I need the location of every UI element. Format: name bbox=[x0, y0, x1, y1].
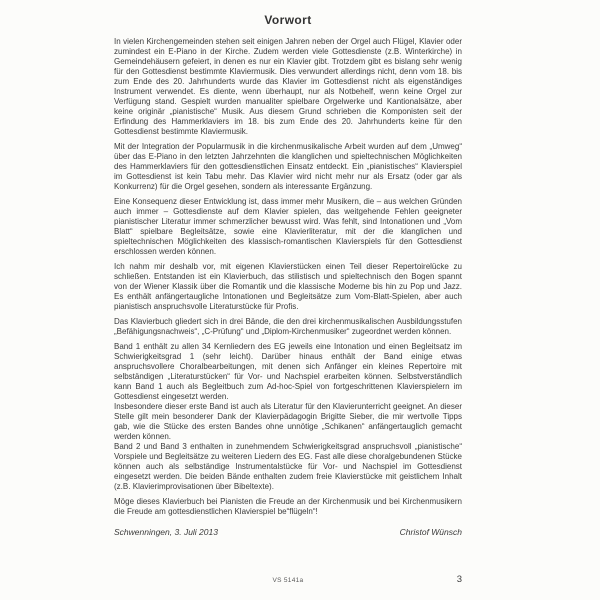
paragraph-klavierunterricht: Insbesondere dieser erste Band ist auch als Literatur für den Klavierunterricht geeignet. An dieser Stelle gilt mein besonderer Dank der Klavierpädagogin Brigitte Sieber, die mir wertvolle Tipps gab, wie die Stücke des ersten Bandes ohne unnötige „Schikanen“ anfängertauglich gemacht werden können. bbox=[114, 402, 462, 441]
text-column bbox=[114, 13, 462, 537]
paragraph-popularmusik: Mit der Integration der Popularmusik in die kirchenmusikalische Arbeit wurden auf dem „Umweg“ über das E-Piano in den letzten Jahrzehnten die klanglichen und spieltechnischen Möglichkeiten des Hammerklaviers für den gottesdienstlichen Einsatz entdeckt. Ein „pianistisches“ Klavierspiel im Gottesdienst ist kein Tabu mehr. Das Klavier wird nicht mehr nur als Ersatz (oder gar als Konkurrenz) für die Orgel gesehen, sondern als interessante Ergänzung. bbox=[114, 142, 462, 191]
paragraph-baende-uebersicht: Das Klavierbuch gliedert sich in drei Bände, die den drei kirchenmusikalischen Ausbildungsstufen „Befähigungsnachweis“, „C-Prüfung“ und „Diplom-Kirchenmusiker“ zugeordnet werden können. bbox=[114, 317, 462, 336]
signature-author: Christof Wünsch bbox=[399, 527, 462, 537]
signature-row bbox=[114, 527, 462, 537]
page-title: Vorwort bbox=[264, 13, 312, 27]
page-number: 3 bbox=[456, 574, 462, 585]
catalog-number: VS 5141a bbox=[272, 577, 304, 584]
paragraph-intro: In vielen Kirchengemeinden stehen seit einigen Jahren neben der Orgel auch Flügel, Klavier oder zumindest ein E-Piano in der Kirche. Zudem werden viele Gottesdienste (z.B. Winterkirche) in Gemeindehäusern gefeiert, in denen es nur ein Klavier gibt. Trotzdem gibt es bislang sehr wenig für den Gottesdienst bestimmte Klaviermusik. Dies verwundert allerdings nicht, denn vom 18. bis zum Ende des 20. Jahrhunderts wurde das Klavier im Gottesdienst nicht als eigenständiges Instrument verwendet. Es diente, wenn überhaupt, nur als Notbehelf, wenn keine Orgel zur Verfügung stand. Gespielt wurden manualiter spielbare Orgelwerke und Kantionalsätze, aber keine originär „pianistische“ Musik. Aus diesem Grund schrieben die Komponisten seit der Erfindung des Hammerklaviers im 18. bis zum Ende des 20. Jahrhunderts keine für den Gottesdienst bestimmte Klaviermusik. bbox=[114, 37, 462, 136]
band-description-block bbox=[114, 342, 462, 492]
paragraph-repertoire: Ich nahm mir deshalb vor, mit eigenen Klavierstücken einen Teil dieser Repertoirelücke zu schließen. Entstanden ist ein Klavierbuch, das stilistisch und spieltechnisch den Bogen spannt von der Wiener Klassik über die Romantik und die klassische Moderne bis hin zu Pop und Jazz. Es enthält anfängertaugliche Intonationen und Begleitsätze zum Vom-Blatt-Spielen, aber auch pianistisch anspruchsvolle Literaturstücke für Profis. bbox=[114, 262, 462, 311]
paragraph-schlusswunsch: Möge dieses Klavierbuch bei Pianisten die Freude an der Kirchenmusik und bei Kirchenmusikern die Freude am gottesdienstlichen Klavierspiel be“flügeln“! bbox=[114, 497, 462, 516]
paragraph-konsequenz: Eine Konsequenz dieser Entwicklung ist, dass immer mehr Musikern, die – aus welchen Gründen auch immer – Gottesdienste auf dem Klavier spielen, das weitgehende Fehlen geeigneter pianistischer Literatur immer schmerzlicher bewusst wird. Was fehlt, sind Intonationen und „Vom Blatt“ spielbare Begleitsätze, sowie eine Klavierliteratur, mit der die klanglichen und spieltechnischen Möglichkeiten des klassisch-romantischen Klavierspiels für den Gottesdienst erschlossen werden können. bbox=[114, 197, 462, 256]
paragraph-band1: Band 1 enthält zu allen 34 Kernliedern des EG jeweils eine Intonation und einen Begleitsatz im Schwierigkeitsgrad 1 (sehr leicht). Darüber hinaus enthält der Band einige etwas anspruchsvollere Choralbearbeitungen, mit denen sich Anfänger ein kleines Repertoire mit selbständigen „Literaturstücken“ für Vor- und Nachspiel erarbeiten können. Selbstverständlich kann Band 1 auch als Begleitbuch zum Ad-hoc-Spiel von fortgeschrittenen Klavierspielern im Gottesdienst eingesetzt werden. bbox=[114, 342, 462, 401]
paragraph-band2-3: Band 2 und Band 3 enthalten in zunehmendem Schwierigkeitsgrad anspruchsvoll „pianistische“ Vorspiele und Begleitsätze zu weiteren Liedern des EG. Fast alle diese choralgebundenen Stücke können auch als selbständige Instrumentalstücke für Vor- und Nachspiel im Gottesdienst eingesetzt werden. Die beiden Bände enthalten zudem freie Klavierstücke mit geistlichem Inhalt (z.B. Klavierimprovisationen über Bibeltexte). bbox=[114, 442, 462, 491]
signature-place-date: Schwenningen, 3. Juli 2013 bbox=[114, 527, 218, 537]
